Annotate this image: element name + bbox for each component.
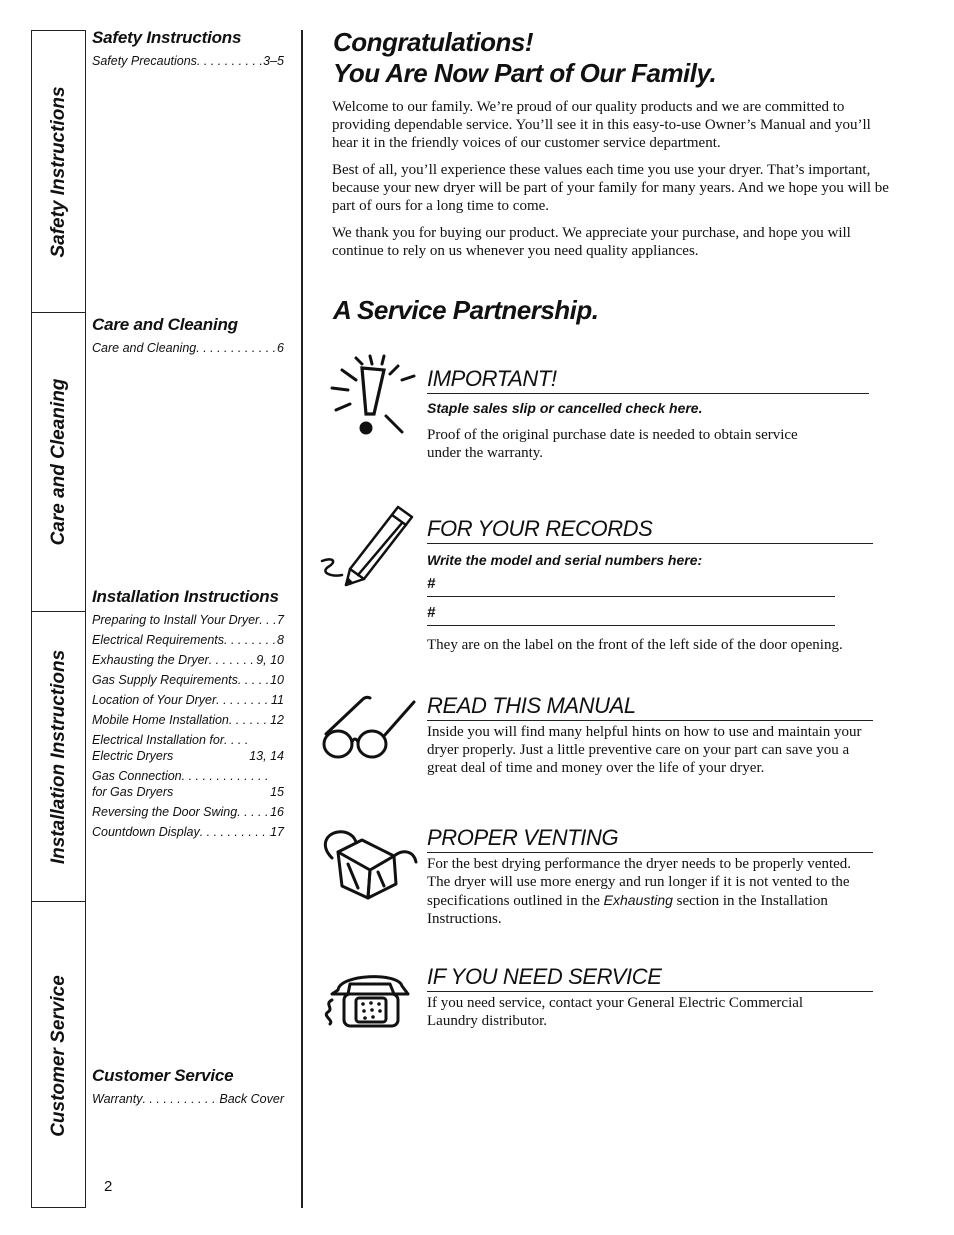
- important-block: [427, 366, 869, 462]
- block-title: IF YOU NEED SERVICE: [427, 964, 873, 992]
- toc-entry[interactable]: [92, 804, 284, 820]
- toc-entry-page: 8: [277, 633, 284, 647]
- toc-entry-title: Countdown Display: [92, 825, 200, 839]
- pencil-icon: [318, 503, 418, 589]
- toc-entry[interactable]: [92, 53, 284, 69]
- toc-entry-page: 17: [270, 825, 284, 839]
- records-block: [427, 516, 873, 654]
- intro-text: [332, 98, 900, 269]
- intro-paragraph: We thank you for buying our product. We appreciate your purchase, and hope you will continue to rely on us whenever you need quality appliances.: [332, 225, 851, 259]
- block-text: If you need service, contact your General Electric Commercial Laundry distributor.: [427, 995, 804, 1029]
- toc-entry-title: Exhausting the Dryer: [92, 653, 209, 667]
- toc-entry[interactable]: [92, 612, 284, 628]
- column-divider: [301, 30, 303, 1208]
- intro-paragraph: Best of all, you’ll experience these values each time you use your dryer. That’s important, because your new dryer will be part of your family for many years. And we hope you will be part of ours for a long time to come.: [332, 162, 889, 214]
- block-title: READ THIS MANUAL: [427, 693, 873, 721]
- toc-heading: Safety Instructions: [92, 28, 242, 47]
- toc-entry[interactable]: [92, 632, 284, 648]
- toc-entry[interactable]: [92, 692, 284, 708]
- tab-safety-instructions[interactable]: [32, 31, 85, 312]
- block-text: [427, 855, 867, 928]
- block-title: IMPORTANT!: [427, 366, 869, 394]
- intro-paragraph: Welcome to our family. We’re proud of our quality products and we are committed to providing dependable service. You’ll see it in this easy-to-use Owner’s Manual and you’ll hear it in the friendly voices of our customer service department.: [332, 99, 871, 151]
- toc-entry[interactable]: [92, 672, 284, 688]
- block-subtitle: Write the model and serial numbers here:: [427, 552, 703, 568]
- tab-label: Customer Service: [47, 974, 69, 1137]
- toc-entry-page: 13, 14: [249, 749, 284, 763]
- title-line-1: Congratulations!: [333, 27, 533, 57]
- toc-entry-title: Warranty: [92, 1092, 143, 1106]
- block-title: FOR YOUR RECORDS: [427, 516, 873, 544]
- toc-installation: [92, 587, 284, 844]
- toc-care: [92, 315, 284, 360]
- tab-customer-service[interactable]: [32, 901, 85, 1209]
- tab-label: Installation Instructions: [47, 649, 69, 864]
- tab-care-and-cleaning[interactable]: [32, 312, 85, 611]
- toc-entry-title: Gas Connection for Gas Dryers: [92, 769, 182, 799]
- serial-number-field[interactable]: #: [427, 603, 835, 626]
- vent-duct-icon: [318, 824, 418, 904]
- tab-label: Care and Cleaning: [47, 378, 69, 546]
- toc-entry-title: Safety Precautions: [92, 54, 197, 68]
- exhausting-link[interactable]: Exhausting: [603, 892, 673, 908]
- toc-entry-page: Back Cover: [219, 1092, 284, 1106]
- block-text: They are on the label on the front of the left side of the door opening.: [427, 637, 843, 653]
- side-tabs: [31, 30, 86, 1208]
- service-block: [427, 964, 873, 1030]
- toc-entry-page: 6: [277, 341, 284, 355]
- block-subtitle: Staple sales slip or cancelled check here.: [427, 400, 703, 416]
- tab-installation-instructions[interactable]: [32, 611, 85, 901]
- toc-entry[interactable]: [92, 652, 284, 668]
- toc-entry-page: 11: [271, 693, 284, 707]
- toc-heading: Installation Instructions: [92, 587, 279, 606]
- manual-block: [427, 693, 873, 777]
- glasses-icon: [318, 692, 422, 766]
- tab-label: Safety Instructions: [47, 85, 69, 258]
- toc-entry-title: Care and Cleaning: [92, 341, 197, 355]
- toc-entry-page: 9, 10: [256, 653, 284, 667]
- toc-entry-page: 16: [270, 805, 284, 819]
- toc-entry[interactable]: [92, 340, 284, 356]
- exclamation-icon: [322, 352, 418, 444]
- toc-heading: Customer Service: [92, 1066, 234, 1085]
- model-number-field[interactable]: #: [427, 574, 835, 597]
- block-text: Proof of the original purchase date is needed to obtain service under the warranty.: [427, 427, 798, 461]
- toc-safety: [92, 28, 284, 73]
- toc-entry[interactable]: [92, 732, 284, 764]
- toc-customer-service: [92, 1066, 284, 1111]
- toc-entry-title: Reversing the Door Swing: [92, 805, 238, 819]
- toc-entry-page: 10: [270, 673, 284, 687]
- block-text: Inside you will find many helpful hints on how to use and maintain your dryer properly. Just a little preventive care on your part can save you a great deal of time and money over the life of your dryer.: [427, 724, 862, 776]
- toc-entry[interactable]: [92, 768, 284, 800]
- venting-text-end: section in the Installation Instructions.: [427, 893, 828, 927]
- toc-entry-title: Gas Supply Requirements: [92, 673, 238, 687]
- section-title: A Service Partnership.: [333, 295, 599, 325]
- toc-entry[interactable]: [92, 1091, 284, 1107]
- toc-entry-page: 12: [270, 713, 284, 727]
- telephone-icon: [322, 966, 414, 1032]
- toc-entry-title: Location of Your Dryer: [92, 693, 217, 707]
- venting-block: [427, 825, 873, 928]
- title-line-2: You Are Now Part of Our Family.: [333, 58, 717, 88]
- page-number: 2: [104, 1178, 113, 1195]
- toc-entry-title: Electrical Installation for Electric Dryers: [92, 733, 225, 763]
- page-title: [333, 27, 716, 89]
- toc-entry[interactable]: [92, 712, 284, 728]
- toc-entry-title: Mobile Home Installation: [92, 713, 229, 727]
- block-title: PROPER VENTING: [427, 825, 873, 853]
- toc-heading: Care and Cleaning: [92, 315, 238, 334]
- toc-entry-page: 7: [277, 613, 284, 627]
- toc-entry-page: 3–5: [263, 54, 284, 68]
- venting-text-start: For the best drying performance the dryer needs to be properly vented. The dryer will use more energy and run longer if it is not vented to the specifications outlined in the: [427, 856, 852, 909]
- toc-entry-title: Electrical Requirements: [92, 633, 224, 647]
- toc-entry[interactable]: [92, 824, 284, 840]
- toc-entry-title: Preparing to Install Your Dryer: [92, 613, 260, 627]
- toc-entry-page: 15: [270, 785, 284, 799]
